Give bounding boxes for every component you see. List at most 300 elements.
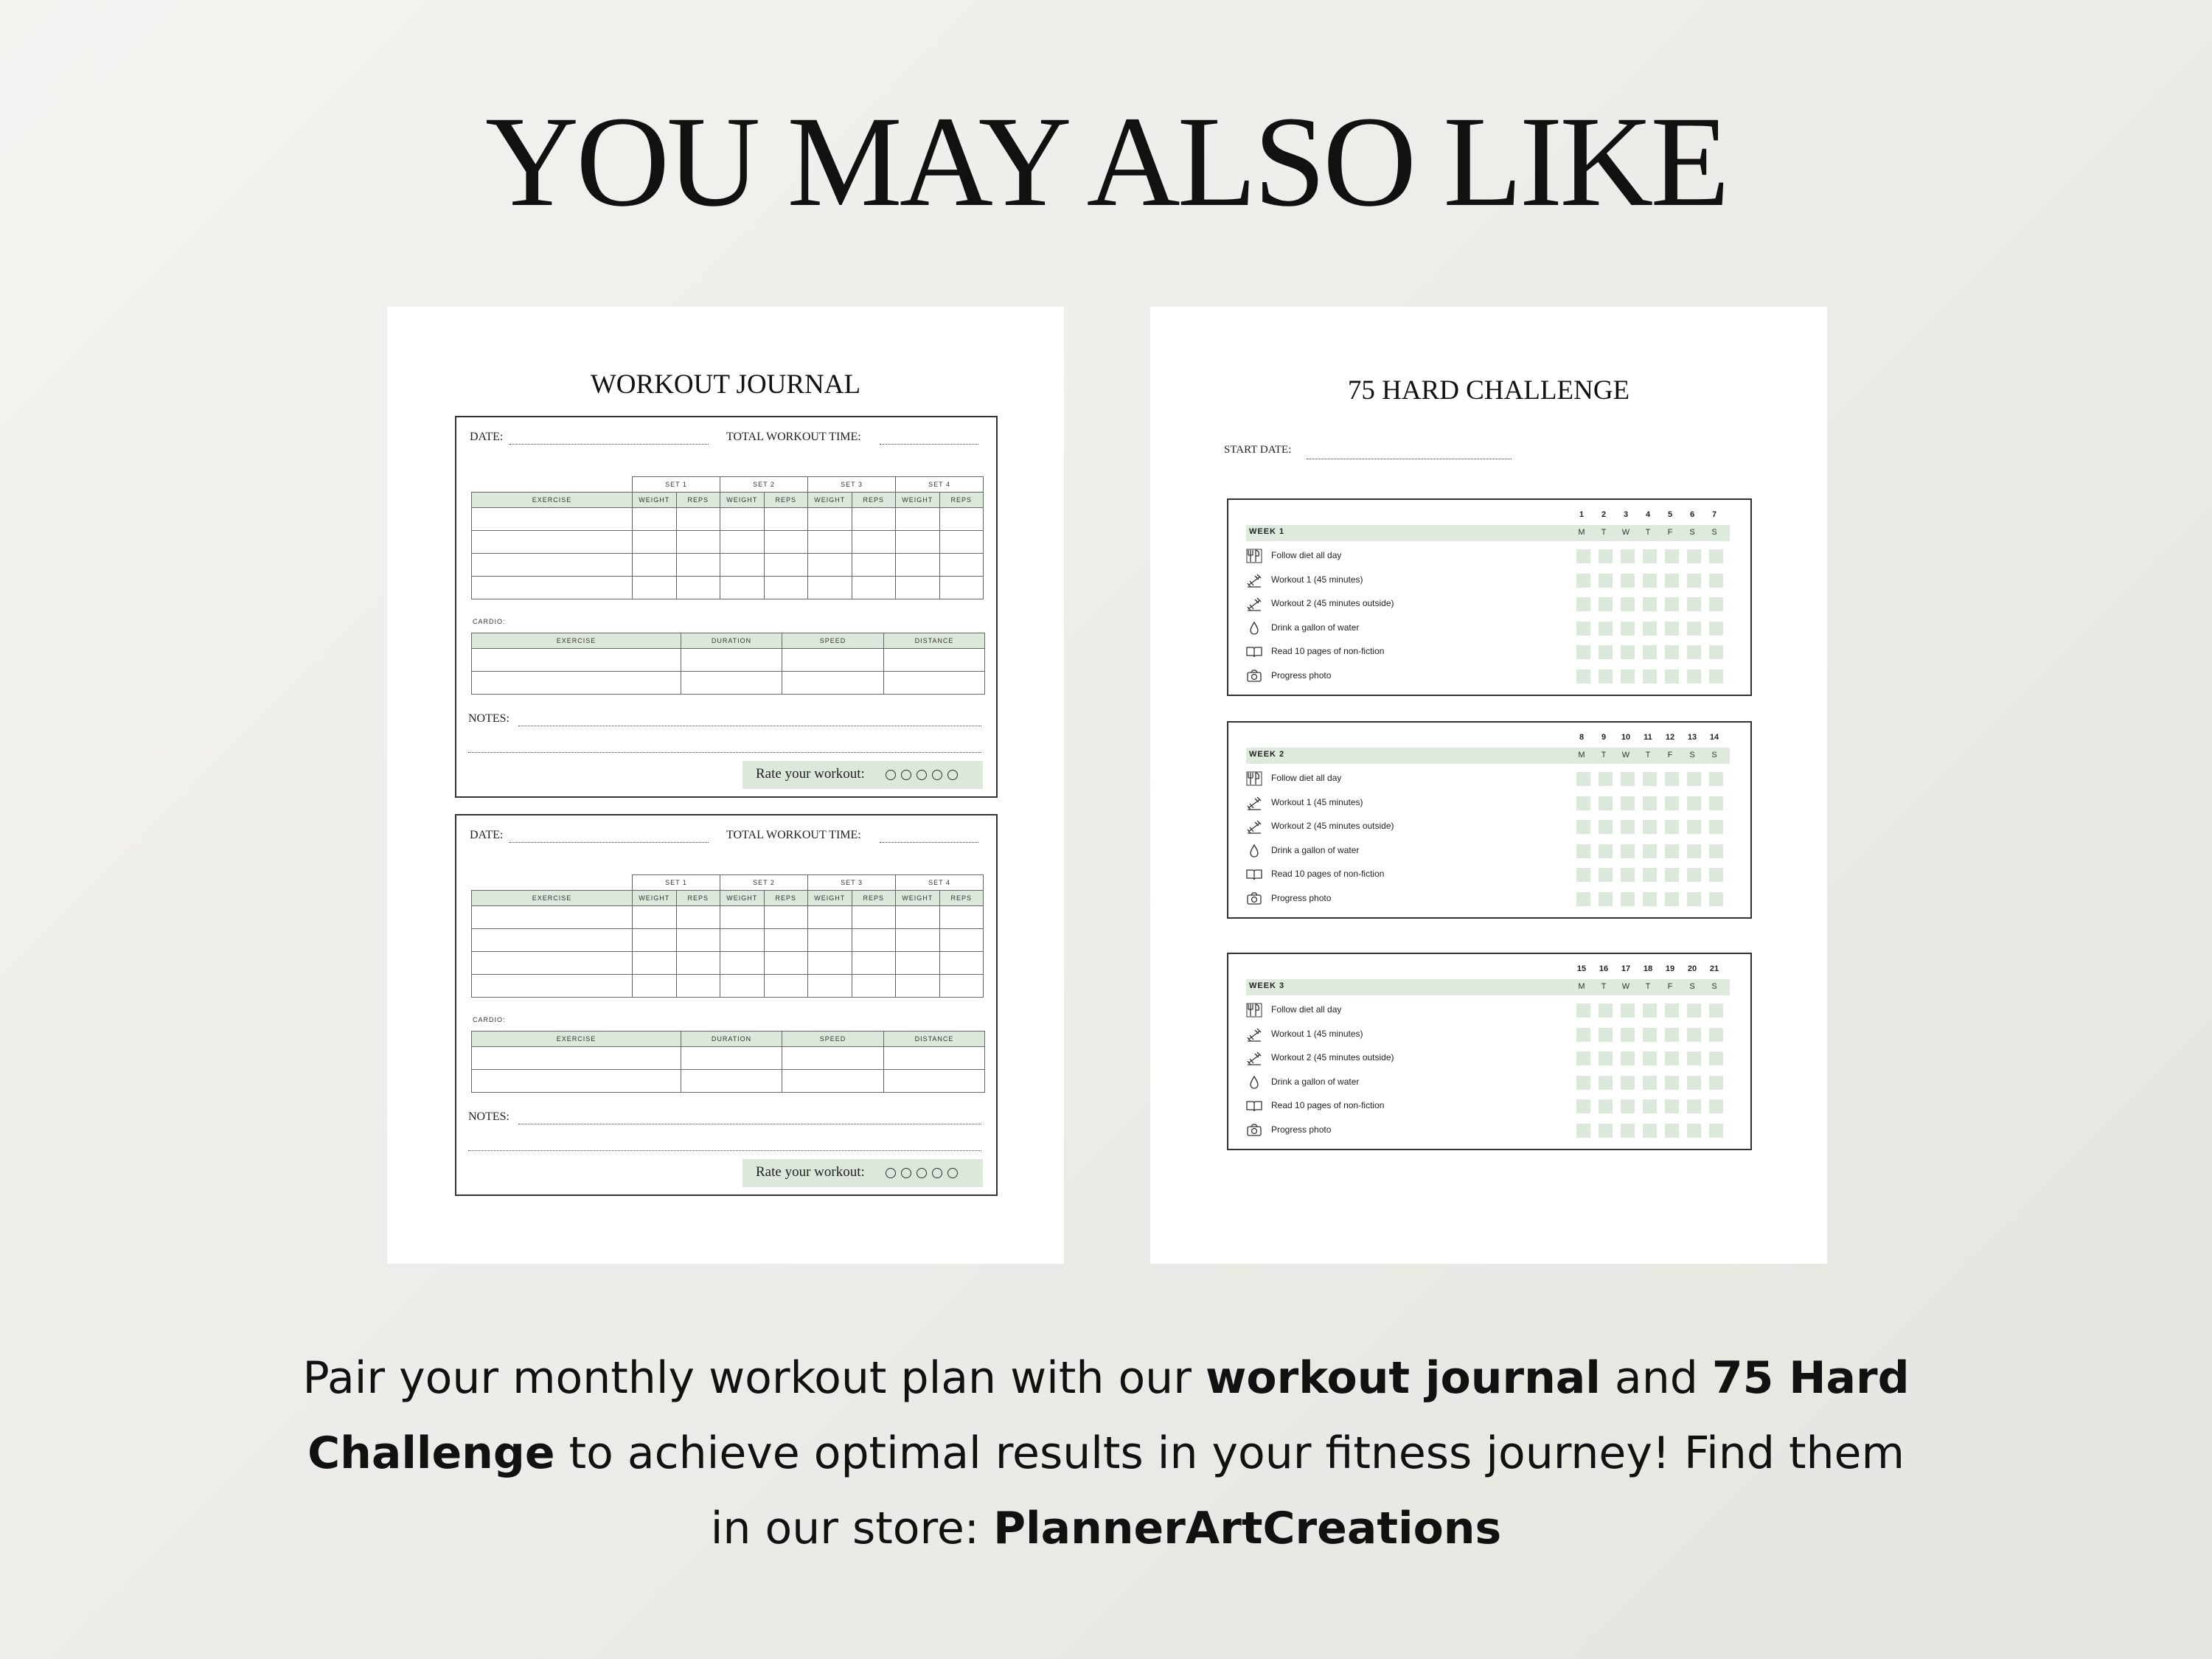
task-label: Follow diet all day xyxy=(1271,773,1342,783)
tracker-checkbox[interactable] xyxy=(1621,868,1635,882)
day-letter: S xyxy=(1711,751,1717,759)
tracker-checkbox[interactable] xyxy=(1687,1076,1701,1090)
tracker-checkbox[interactable] xyxy=(1621,1124,1635,1138)
tracker-checkbox[interactable] xyxy=(1687,1051,1701,1065)
tracker-checkbox[interactable] xyxy=(1621,844,1635,858)
tracker-checkbox[interactable] xyxy=(1576,820,1590,834)
day-number: 1 xyxy=(1579,510,1585,519)
tracker-checkbox[interactable] xyxy=(1643,622,1657,636)
tracker-checkbox[interactable] xyxy=(1709,1028,1723,1042)
tracker-checkbox[interactable] xyxy=(1709,622,1723,636)
dumbbell-icon xyxy=(1246,1027,1262,1042)
tracker-checkbox[interactable] xyxy=(1687,1099,1701,1113)
total-time-label: TOTAL WORKOUT TIME: xyxy=(726,431,861,443)
reps-header: REPS xyxy=(764,891,808,906)
rating-circle xyxy=(901,770,911,780)
rating-circle xyxy=(917,1168,927,1178)
tracker-checkbox[interactable] xyxy=(1621,1076,1635,1090)
tracker-checkbox[interactable] xyxy=(1599,597,1613,611)
table-row xyxy=(472,929,984,952)
weight-header: WEIGHT xyxy=(808,493,852,508)
tracker-checkbox[interactable] xyxy=(1687,1028,1701,1042)
tracker-checkbox[interactable] xyxy=(1687,645,1701,659)
tracker-checkbox[interactable] xyxy=(1621,1099,1635,1113)
day-letter: T xyxy=(1645,751,1651,759)
day-number: 10 xyxy=(1621,733,1631,742)
date-label: DATE: xyxy=(470,431,504,443)
task-label: Follow diet all day xyxy=(1271,1004,1342,1015)
task-label: Workout 2 (45 minutes outside) xyxy=(1271,821,1394,831)
tracker-checkbox[interactable] xyxy=(1665,868,1679,882)
tracker-checkbox[interactable] xyxy=(1665,1004,1679,1018)
tracker-checkbox[interactable] xyxy=(1665,645,1679,659)
table-row xyxy=(472,1047,985,1070)
water-drop-icon xyxy=(1246,621,1262,636)
tracker-checkbox[interactable] xyxy=(1621,892,1635,906)
camera-icon xyxy=(1246,891,1262,906)
task-label: Progress photo xyxy=(1271,1124,1332,1135)
tracker-checkbox[interactable] xyxy=(1599,844,1613,858)
tracker-checkbox[interactable] xyxy=(1576,1051,1590,1065)
cardio-header: EXERCISE xyxy=(472,633,681,649)
tracker-checkbox[interactable] xyxy=(1665,1124,1679,1138)
start-date-label: START DATE: xyxy=(1224,444,1292,456)
tracker-checkbox[interactable] xyxy=(1621,549,1635,563)
tracker-checkbox[interactable] xyxy=(1687,549,1701,563)
tracker-checkbox[interactable] xyxy=(1687,844,1701,858)
set-header: SET 3 xyxy=(808,477,896,493)
table-row xyxy=(472,649,985,672)
tracker-checkbox[interactable] xyxy=(1709,796,1723,810)
task-label: Drink a gallon of water xyxy=(1271,1076,1360,1087)
tracker-checkbox[interactable] xyxy=(1599,1076,1613,1090)
task-label: Progress photo xyxy=(1271,892,1332,903)
day-letter: F xyxy=(1667,982,1673,991)
tracker-checkbox[interactable] xyxy=(1621,645,1635,659)
dumbbell-icon xyxy=(1246,573,1262,588)
tracker-checkbox[interactable] xyxy=(1576,1004,1590,1018)
workout-journal-title: WORKOUT JOURNAL xyxy=(590,369,861,400)
water-drop-icon xyxy=(1246,844,1262,858)
tracker-checkbox[interactable] xyxy=(1643,1099,1657,1113)
rating-circle xyxy=(917,770,927,780)
tracker-checkbox[interactable] xyxy=(1576,645,1590,659)
task-label: Follow diet all day xyxy=(1271,550,1342,560)
set-header: SET 2 xyxy=(720,477,808,493)
tracker-checkbox[interactable] xyxy=(1621,574,1635,588)
day-number: 20 xyxy=(1687,964,1697,973)
tracker-checkbox[interactable] xyxy=(1709,820,1723,834)
notes-line xyxy=(468,1150,981,1151)
task-label: Workout 1 (45 minutes) xyxy=(1271,796,1363,807)
day-number: 11 xyxy=(1644,733,1652,742)
day-letter: F xyxy=(1667,751,1673,759)
date-line xyxy=(509,444,709,445)
set-header: SET 3 xyxy=(808,875,896,891)
day-number: 7 xyxy=(1711,510,1717,519)
day-number: 5 xyxy=(1667,510,1673,519)
week-label: WEEK 3 xyxy=(1249,981,1285,990)
tracker-checkbox[interactable] xyxy=(1643,820,1657,834)
cardio-label: CARDIO: xyxy=(473,1016,506,1023)
tracker-checkbox[interactable] xyxy=(1665,1051,1679,1065)
tracker-checkbox[interactable] xyxy=(1687,574,1701,588)
tracker-checkbox[interactable] xyxy=(1643,645,1657,659)
tracker-checkbox[interactable] xyxy=(1687,796,1701,810)
tracker-checkbox[interactable] xyxy=(1643,669,1657,684)
task-label: Drink a gallon of water xyxy=(1271,622,1360,633)
tracker-checkbox[interactable] xyxy=(1665,844,1679,858)
tracker-checkbox[interactable] xyxy=(1687,892,1701,906)
tracker-checkbox[interactable] xyxy=(1599,1124,1613,1138)
tracker-checkbox[interactable] xyxy=(1643,1028,1657,1042)
task-label: Read 10 pages of non-fiction xyxy=(1271,1100,1385,1110)
tracker-checkbox[interactable] xyxy=(1665,796,1679,810)
tracker-checkbox[interactable] xyxy=(1621,796,1635,810)
day-letter: T xyxy=(1645,982,1651,991)
tracker-checkbox[interactable] xyxy=(1621,669,1635,684)
reps-header: REPS xyxy=(676,891,720,906)
day-number: 8 xyxy=(1579,733,1585,742)
notes-label: NOTES: xyxy=(468,1110,509,1123)
tracker-checkbox[interactable] xyxy=(1599,1004,1613,1018)
day-letter: W xyxy=(1621,751,1630,759)
tracker-checkbox[interactable] xyxy=(1687,1124,1701,1138)
task-label: Workout 1 (45 minutes) xyxy=(1271,574,1363,585)
tracker-checkbox[interactable] xyxy=(1599,574,1613,588)
exercise-header: EXERCISE xyxy=(472,891,633,906)
tracker-checkbox[interactable] xyxy=(1709,645,1723,659)
tracker-checkbox[interactable] xyxy=(1621,772,1635,786)
tracker-checkbox[interactable] xyxy=(1643,1076,1657,1090)
day-number: 4 xyxy=(1645,510,1651,519)
reps-header: REPS xyxy=(939,493,984,508)
tracker-checkbox[interactable] xyxy=(1576,892,1590,906)
task-label: Read 10 pages of non-fiction xyxy=(1271,869,1385,879)
tracker-checkbox[interactable] xyxy=(1643,772,1657,786)
tracker-checkbox[interactable] xyxy=(1665,1099,1679,1113)
tracker-checkbox[interactable] xyxy=(1599,669,1613,684)
journal-entry-box xyxy=(455,416,998,798)
table-row xyxy=(472,577,984,599)
tracker-checkbox[interactable] xyxy=(1643,1124,1657,1138)
day-letter: S xyxy=(1689,528,1695,537)
date-label: DATE: xyxy=(470,829,504,841)
tracker-checkbox[interactable] xyxy=(1576,796,1590,810)
dumbbell-icon xyxy=(1246,819,1262,834)
tracker-checkbox[interactable] xyxy=(1576,669,1590,684)
tracker-checkbox[interactable] xyxy=(1621,622,1635,636)
tracker-checkbox[interactable] xyxy=(1709,1051,1723,1065)
tracker-checkbox[interactable] xyxy=(1599,1099,1613,1113)
task-label: Drink a gallon of water xyxy=(1271,844,1360,855)
tracker-checkbox[interactable] xyxy=(1643,1051,1657,1065)
tracker-checkbox[interactable] xyxy=(1665,549,1679,563)
cardio-table xyxy=(471,1031,985,1093)
cardio-header: DURATION xyxy=(681,1032,782,1047)
tracker-checkbox[interactable] xyxy=(1643,597,1657,611)
tracker-checkbox[interactable] xyxy=(1576,622,1590,636)
tracker-checkbox[interactable] xyxy=(1709,844,1723,858)
tracker-checkbox[interactable] xyxy=(1576,1028,1590,1042)
day-number: 13 xyxy=(1687,733,1697,742)
tracker-checkbox[interactable] xyxy=(1709,772,1723,786)
tracker-checkbox[interactable] xyxy=(1599,1028,1613,1042)
tracker-checkbox[interactable] xyxy=(1687,669,1701,684)
book-icon xyxy=(1246,867,1262,882)
total-time-line xyxy=(880,842,978,843)
weight-header: WEIGHT xyxy=(720,891,765,906)
day-number: 12 xyxy=(1665,733,1675,742)
exercise-header: EXERCISE xyxy=(472,493,633,508)
tracker-checkbox[interactable] xyxy=(1687,622,1701,636)
weight-header: WEIGHT xyxy=(808,891,852,906)
tracker-checkbox[interactable] xyxy=(1576,597,1590,611)
resistance-table xyxy=(471,476,984,599)
tracker-checkbox[interactable] xyxy=(1599,820,1613,834)
rate-workout-box xyxy=(742,761,983,789)
tracker-checkbox[interactable] xyxy=(1599,868,1613,882)
week-tracker-box xyxy=(1227,498,1752,696)
hard-challenge-highlight: 75 Hard Challenge xyxy=(307,1352,1910,1479)
set-header: SET 2 xyxy=(720,875,808,891)
tracker-checkbox[interactable] xyxy=(1643,574,1657,588)
set-header: SET 4 xyxy=(896,477,984,493)
weight-header: WEIGHT xyxy=(720,493,765,508)
description-part-3: to achieve optimal results in your fitness journey! Find them in our store: xyxy=(554,1427,1905,1554)
rating-circle xyxy=(947,770,958,780)
tracker-checkbox[interactable] xyxy=(1643,796,1657,810)
reps-header: REPS xyxy=(852,891,896,906)
total-time-label: TOTAL WORKOUT TIME: xyxy=(726,829,861,841)
hard-challenge-title: 75 HARD CHALLENGE xyxy=(1347,375,1630,406)
tracker-checkbox[interactable] xyxy=(1621,1004,1635,1018)
day-number: 15 xyxy=(1576,964,1587,973)
tracker-checkbox[interactable] xyxy=(1643,1004,1657,1018)
day-number: 21 xyxy=(1709,964,1719,973)
table-row xyxy=(472,906,984,929)
tracker-checkbox[interactable] xyxy=(1665,1076,1679,1090)
cardio-header: DISTANCE xyxy=(884,633,985,649)
book-icon xyxy=(1246,1099,1262,1113)
tracker-checkbox[interactable] xyxy=(1665,772,1679,786)
tracker-checkbox[interactable] xyxy=(1687,1004,1701,1018)
tracker-checkbox[interactable] xyxy=(1709,1099,1723,1113)
day-number: 18 xyxy=(1643,964,1653,973)
tracker-checkbox[interactable] xyxy=(1599,892,1613,906)
day-number: 2 xyxy=(1601,510,1607,519)
journal-entry-box xyxy=(455,814,998,1196)
day-letter: S xyxy=(1689,982,1695,991)
tracker-checkbox[interactable] xyxy=(1599,1051,1613,1065)
camera-icon xyxy=(1246,1123,1262,1138)
day-letter: W xyxy=(1621,528,1630,537)
reps-header: REPS xyxy=(852,493,896,508)
utensils-icon xyxy=(1246,1003,1262,1018)
week-tracker-box xyxy=(1227,953,1752,1150)
table-row xyxy=(472,508,984,531)
notes-line xyxy=(468,752,981,753)
store-name: PlannerArtCreations xyxy=(993,1503,1502,1554)
week-label: WEEK 2 xyxy=(1249,750,1285,759)
tracker-checkbox[interactable] xyxy=(1665,574,1679,588)
tracker-checkbox[interactable] xyxy=(1576,1076,1590,1090)
tracker-checkbox[interactable] xyxy=(1687,820,1701,834)
week-label: WEEK 1 xyxy=(1249,527,1285,536)
tracker-checkbox[interactable] xyxy=(1576,549,1590,563)
reps-header: REPS xyxy=(939,891,984,906)
tracker-checkbox[interactable] xyxy=(1621,820,1635,834)
day-letter: W xyxy=(1621,982,1630,991)
tracker-checkbox[interactable] xyxy=(1709,549,1723,563)
cardio-header: SPEED xyxy=(782,1032,884,1047)
day-number: 19 xyxy=(1665,964,1675,973)
table-row xyxy=(472,672,985,695)
tracker-checkbox[interactable] xyxy=(1576,1124,1590,1138)
day-letter: S xyxy=(1711,528,1717,537)
day-number: 3 xyxy=(1623,510,1629,519)
workout-journal-highlight: workout journal xyxy=(1205,1352,1601,1404)
tracker-checkbox[interactable] xyxy=(1643,892,1657,906)
dumbbell-icon xyxy=(1246,1051,1262,1065)
weight-header: WEIGHT xyxy=(633,493,677,508)
cardio-header: DURATION xyxy=(681,633,782,649)
set-header: SET 4 xyxy=(896,875,984,891)
rate-label: Rate your workout: xyxy=(756,1164,865,1180)
week-tracker-box xyxy=(1227,721,1752,919)
workout-journal-preview xyxy=(387,307,1064,1264)
utensils-icon xyxy=(1246,771,1262,786)
task-label: Workout 2 (45 minutes outside) xyxy=(1271,1052,1394,1062)
tracker-checkbox[interactable] xyxy=(1709,868,1723,882)
rate-label: Rate your workout: xyxy=(756,766,865,782)
set-header: SET 1 xyxy=(633,875,720,891)
rating-circle xyxy=(932,1168,942,1178)
tracker-checkbox[interactable] xyxy=(1643,868,1657,882)
task-label: Workout 1 (45 minutes) xyxy=(1271,1028,1363,1039)
rating-circle xyxy=(932,770,942,780)
day-letter: M xyxy=(1578,982,1585,991)
tracker-checkbox[interactable] xyxy=(1643,549,1657,563)
weight-header: WEIGHT xyxy=(896,891,940,906)
task-label: Read 10 pages of non-fiction xyxy=(1271,646,1385,656)
tracker-checkbox[interactable] xyxy=(1599,796,1613,810)
tracker-checkbox[interactable] xyxy=(1576,844,1590,858)
task-label: Workout 2 (45 minutes outside) xyxy=(1271,598,1394,608)
camera-icon xyxy=(1246,669,1262,684)
tracker-checkbox[interactable] xyxy=(1576,574,1590,588)
dumbbell-icon xyxy=(1246,597,1262,611)
tracker-checkbox[interactable] xyxy=(1709,574,1723,588)
day-letter: T xyxy=(1601,528,1607,537)
tracker-checkbox[interactable] xyxy=(1665,622,1679,636)
tracker-checkbox[interactable] xyxy=(1709,669,1723,684)
rate-workout-box xyxy=(742,1159,983,1187)
tracker-checkbox[interactable] xyxy=(1709,1124,1723,1138)
total-time-line xyxy=(880,444,978,445)
tracker-checkbox[interactable] xyxy=(1576,1099,1590,1113)
description-text xyxy=(295,1340,1917,1566)
dumbbell-icon xyxy=(1246,796,1262,810)
day-letter: S xyxy=(1711,982,1717,991)
weight-header: WEIGHT xyxy=(896,493,940,508)
tracker-checkbox[interactable] xyxy=(1665,669,1679,684)
day-letter: T xyxy=(1601,982,1607,991)
table-row xyxy=(472,975,984,998)
page-headline: YOU MAY ALSO LIKE xyxy=(485,90,1727,234)
tracker-checkbox[interactable] xyxy=(1709,597,1723,611)
description-part-2: and xyxy=(1600,1352,1712,1404)
rating-circle xyxy=(886,1168,896,1178)
rating-circle xyxy=(947,1168,958,1178)
tracker-checkbox[interactable] xyxy=(1687,772,1701,786)
day-letter: T xyxy=(1601,751,1607,759)
table-row xyxy=(472,531,984,554)
water-drop-icon xyxy=(1246,1075,1262,1090)
utensils-icon xyxy=(1246,549,1262,563)
day-letter: T xyxy=(1645,528,1651,537)
table-row xyxy=(472,952,984,975)
notes-label: NOTES: xyxy=(468,712,509,725)
day-number: 16 xyxy=(1599,964,1609,973)
tracker-checkbox[interactable] xyxy=(1665,1028,1679,1042)
day-letter: M xyxy=(1578,751,1585,759)
tracker-checkbox[interactable] xyxy=(1599,622,1613,636)
tracker-checkbox[interactable] xyxy=(1643,844,1657,858)
set-header: SET 1 xyxy=(633,477,720,493)
day-letter: F xyxy=(1667,528,1673,537)
day-number: 17 xyxy=(1621,964,1631,973)
tracker-checkbox[interactable] xyxy=(1576,772,1590,786)
tracker-checkbox[interactable] xyxy=(1599,645,1613,659)
description-part-1: Pair your monthly workout plan with our xyxy=(302,1352,1206,1404)
cardio-header: DISTANCE xyxy=(884,1032,985,1047)
cardio-header: SPEED xyxy=(782,633,884,649)
tracker-checkbox[interactable] xyxy=(1687,868,1701,882)
tracker-checkbox[interactable] xyxy=(1665,820,1679,834)
table-row xyxy=(472,554,984,577)
cardio-header: EXERCISE xyxy=(472,1032,681,1047)
book-icon xyxy=(1246,644,1262,659)
day-number: 6 xyxy=(1689,510,1695,519)
date-line xyxy=(509,842,709,843)
reps-header: REPS xyxy=(764,493,808,508)
tracker-checkbox[interactable] xyxy=(1621,1051,1635,1065)
task-label: Progress photo xyxy=(1271,669,1332,681)
tracker-checkbox[interactable] xyxy=(1599,549,1613,563)
weight-header: WEIGHT xyxy=(633,891,677,906)
day-number: 9 xyxy=(1601,733,1607,742)
tracker-checkbox[interactable] xyxy=(1576,868,1590,882)
reps-header: REPS xyxy=(676,493,720,508)
rating-circle xyxy=(886,770,896,780)
day-number: 14 xyxy=(1709,733,1719,742)
tracker-checkbox[interactable] xyxy=(1709,1004,1723,1018)
day-letter: S xyxy=(1689,751,1695,759)
tracker-checkbox[interactable] xyxy=(1709,1076,1723,1090)
rating-circle xyxy=(901,1168,911,1178)
tracker-checkbox[interactable] xyxy=(1621,597,1635,611)
tracker-checkbox[interactable] xyxy=(1687,597,1701,611)
tracker-checkbox[interactable] xyxy=(1665,892,1679,906)
cardio-table xyxy=(471,633,985,695)
table-row xyxy=(472,1070,985,1093)
tracker-checkbox[interactable] xyxy=(1665,597,1679,611)
day-letter: M xyxy=(1578,528,1585,537)
tracker-checkbox[interactable] xyxy=(1709,892,1723,906)
tracker-checkbox[interactable] xyxy=(1599,772,1613,786)
tracker-checkbox[interactable] xyxy=(1621,1028,1635,1042)
